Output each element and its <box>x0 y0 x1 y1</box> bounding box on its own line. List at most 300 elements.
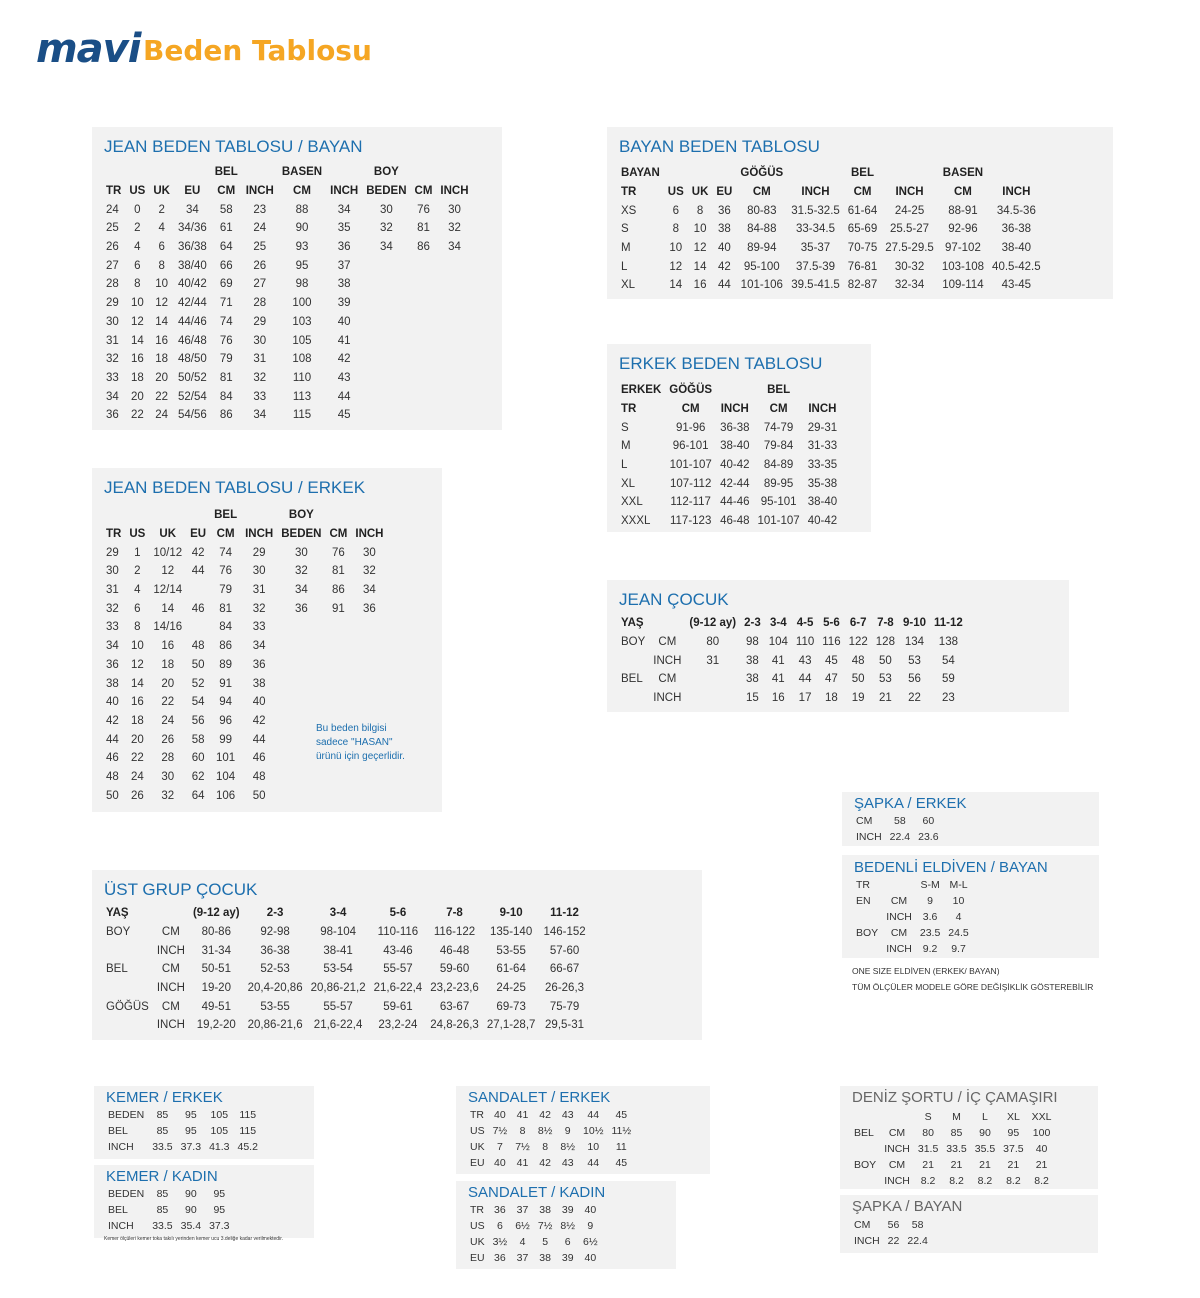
table-cell: INCH <box>330 185 359 198</box>
table-cell: 69-73 <box>496 1000 526 1013</box>
table-cell: 58 <box>911 1219 924 1231</box>
table-cell: 20,86-21,2 <box>310 982 366 995</box>
table-cell: 4-5 <box>796 617 814 630</box>
table-cell: 24 <box>253 222 267 235</box>
table-cell: INCH <box>886 943 912 955</box>
table-cell: INCH <box>245 528 274 541</box>
table-cell: 40-42 <box>807 515 838 528</box>
table-cell: 38-40 <box>720 440 750 453</box>
table-cell: 20,4-20,86 <box>247 982 303 995</box>
header-row <box>102 525 388 544</box>
table-cell: 6½ <box>583 1236 598 1248</box>
table-cell: 16 <box>155 334 169 347</box>
table-cell <box>436 256 472 275</box>
table-cell: BOY <box>373 166 399 179</box>
table-cell: INCH <box>856 831 882 843</box>
table-cell: 86 <box>417 241 430 254</box>
section-title: SANDALET / KADIN <box>468 1184 606 1201</box>
table-cell: CM <box>216 528 235 541</box>
table-cell: 22 <box>155 390 169 403</box>
table-row <box>102 674 388 693</box>
table-cell: S <box>621 421 629 434</box>
table-cell: 11 <box>615 1141 627 1153</box>
table-cell: 16 <box>130 696 144 709</box>
table-cell: 95 <box>295 259 309 272</box>
table-cell: 52 <box>191 677 205 690</box>
table-cell: 50 <box>191 658 205 671</box>
section-title: ŞAPKA / BAYAN <box>852 1198 963 1215</box>
table-cell: 76 <box>219 334 233 347</box>
table-row <box>617 633 967 652</box>
table-cell: 7½ <box>515 1141 530 1153</box>
table-cell: BEDEN <box>108 1188 145 1200</box>
table-cell: 74 <box>219 315 233 328</box>
table-cell: 36 <box>106 658 119 671</box>
table-cell: 10 <box>587 1141 600 1153</box>
table-row <box>617 418 841 437</box>
table-cell: 146-152 <box>543 926 586 939</box>
table-cell: 62 <box>191 770 205 783</box>
table-cell: 85 <box>156 1125 169 1137</box>
table-cell: 14 <box>130 677 144 690</box>
table-row <box>617 456 841 475</box>
table-row <box>852 877 973 893</box>
header-row <box>617 183 1045 202</box>
table-cell: 26 <box>106 241 119 254</box>
table-cell: BEL <box>108 1204 128 1216</box>
table-cell: 37 <box>337 259 351 272</box>
table-cell: 36 <box>252 658 266 671</box>
table-cell: 91 <box>219 677 232 690</box>
table-row <box>102 923 590 942</box>
table-row <box>102 786 388 805</box>
table-cell: 16 <box>771 692 785 705</box>
sandalet-kadin-table <box>456 1181 676 1269</box>
table-cell: 18 <box>130 371 144 384</box>
table-cell: 59 <box>941 673 955 686</box>
table-row <box>852 909 973 925</box>
table-cell <box>277 637 325 656</box>
table-cell: 50-51 <box>201 963 231 976</box>
table-cell <box>362 294 410 313</box>
table-cell: 21 <box>1035 1159 1048 1171</box>
table-cell: 44-46 <box>720 496 750 509</box>
table-cell: INCH <box>1002 186 1031 199</box>
table-cell: 2 <box>158 203 165 216</box>
table-cell: 50 <box>106 789 119 802</box>
table-cell <box>351 768 387 787</box>
table-cell: 8 <box>672 223 679 236</box>
table-row <box>102 768 388 787</box>
table-cell: 42/44 <box>177 297 207 310</box>
table-cell <box>277 693 325 712</box>
table-cell: 32 <box>106 602 119 615</box>
eldiven-note-2: TÜM ÖLÇÜLER MODELE GÖRE DEĞİŞİKLİK GÖSTEREBİLİR <box>852 982 1094 992</box>
table-cell: 43-45 <box>1001 279 1032 292</box>
table-cell: CM <box>856 815 873 827</box>
table-cell: 27 <box>106 259 119 272</box>
table-cell: 46/48 <box>177 334 207 347</box>
table-cell: CM <box>854 1219 871 1231</box>
table-row <box>617 239 1045 258</box>
table-cell: CM <box>953 186 972 199</box>
table-cell <box>362 275 410 294</box>
table-cell: INCH <box>653 692 682 705</box>
section-title: KEMER / ERKEK <box>106 1089 223 1106</box>
table-cell: 48 <box>851 654 865 667</box>
table-row <box>102 618 388 637</box>
table-cell: 48 <box>191 640 205 653</box>
table-cell <box>362 406 410 425</box>
table-cell: 26 <box>161 733 175 746</box>
table-cell: 34 <box>379 241 393 254</box>
table-cell: 9 <box>927 895 933 907</box>
table-cell <box>277 674 325 693</box>
table-cell: M-L <box>949 879 968 891</box>
table-cell: 14 <box>155 315 169 328</box>
table-cell: 95 <box>185 1125 197 1137</box>
table-cell: 7 <box>496 1141 503 1153</box>
table-cell: 32 <box>106 353 119 366</box>
table-cell: 46 <box>106 752 119 765</box>
table-cell: 29 <box>253 315 267 328</box>
table-cell <box>436 406 472 425</box>
table-cell: 2 <box>134 222 141 235</box>
table-cell: 8 <box>134 278 141 291</box>
table-cell: 63-67 <box>439 1000 470 1013</box>
table-cell: BEL <box>621 673 643 686</box>
table-row <box>104 1218 234 1234</box>
table-cell: 86 <box>219 409 233 422</box>
table-cell: 81 <box>332 565 345 578</box>
table-cell: 33 <box>252 621 266 634</box>
table-cell <box>351 506 387 525</box>
table-cell: 42 <box>252 714 266 727</box>
table-cell: 52-53 <box>260 963 290 976</box>
table-cell: 104 <box>216 770 236 783</box>
table-cell <box>362 313 410 332</box>
table-cell: 44 <box>587 1157 600 1169</box>
table-cell <box>241 506 277 525</box>
table-cell: 55-57 <box>323 1000 353 1013</box>
table-cell: INCH <box>108 1141 134 1153</box>
table-row <box>617 220 1045 239</box>
table-cell: 25.5-27 <box>890 223 930 236</box>
table-cell: 112-117 <box>670 496 711 509</box>
table-cell: 76 <box>332 546 345 559</box>
table-cell: 108 <box>292 353 312 366</box>
table-cell: UK <box>159 528 177 541</box>
table-cell: 88-91 <box>948 204 978 217</box>
table-cell: 19-20 <box>201 982 231 995</box>
table-row <box>102 275 473 294</box>
table-cell: 53 <box>908 654 921 667</box>
table-cell <box>186 506 210 525</box>
table-cell: 22 <box>887 1235 900 1247</box>
table-cell <box>411 294 437 313</box>
table-cell: 74-79 <box>763 421 794 434</box>
table-cell: UK <box>691 186 709 199</box>
kemer-note: Kemer ölçüleri kemer toka takılı yerinden kemer ucu 3.deliğe kadar verilmektedir. <box>104 1236 283 1242</box>
table-row <box>852 813 943 829</box>
table-cell: 3.6 <box>922 911 938 923</box>
table-cell: 115 <box>292 409 312 422</box>
table-cell: 92-96 <box>948 223 978 236</box>
table-cell <box>351 674 387 693</box>
table-cell: 36 <box>363 602 376 615</box>
table-row <box>850 1173 1055 1189</box>
table-cell: TR <box>621 403 637 416</box>
table-cell: CM <box>329 528 348 541</box>
table-cell: 9 <box>564 1125 571 1137</box>
table-cell: BEL <box>106 963 128 976</box>
table-row <box>102 941 590 960</box>
table-cell: 53-55 <box>260 1000 290 1013</box>
section-title: JEAN ÇOCUK <box>619 590 729 609</box>
table-cell: 59-60 <box>439 963 470 976</box>
table-cell: 101-107 <box>757 515 800 528</box>
ust-cocuk-table <box>92 870 702 1040</box>
table-row <box>617 276 1045 295</box>
table-cell: 91 <box>332 602 345 615</box>
table-cell: 60 <box>922 815 935 827</box>
table-cell: 22 <box>908 692 921 705</box>
table-cell: 53-54 <box>323 963 353 976</box>
table-row <box>852 829 943 845</box>
header-row <box>102 182 473 201</box>
table-cell: CM <box>752 186 771 199</box>
table-cell: 134 <box>904 636 925 649</box>
table-cell <box>436 350 472 369</box>
table-cell: 28 <box>161 752 175 765</box>
table-cell: 32 <box>363 565 376 578</box>
table-cell: 90 <box>185 1204 197 1216</box>
table-cell: XL <box>1006 1111 1020 1123</box>
table-cell: 42 <box>539 1157 551 1169</box>
table-cell: 80 <box>922 1127 934 1139</box>
table-cell: L <box>621 459 628 472</box>
table-cell: 10 <box>669 242 683 255</box>
table-cell: 43 <box>561 1109 574 1121</box>
table-row <box>617 512 841 531</box>
table-cell: 30 <box>379 203 393 216</box>
table-cell: 35-37 <box>800 242 831 255</box>
table-cell: 22 <box>161 696 175 709</box>
table-cell: 91-96 <box>675 421 706 434</box>
table-cell: 138 <box>938 636 958 649</box>
header-row <box>617 164 1045 183</box>
table-cell: 90 <box>295 222 309 235</box>
table-cell: 0 <box>134 203 141 216</box>
table-cell: BOY <box>288 509 314 522</box>
table-row <box>466 1234 602 1250</box>
table-cell: XS <box>621 204 637 217</box>
brand-logo: mavi <box>36 26 141 72</box>
table-cell: 46 <box>252 752 266 765</box>
table-cell: 34/36 <box>177 222 207 235</box>
table-cell: 61 <box>219 222 233 235</box>
table-cell: 5-6 <box>389 907 407 920</box>
table-cell <box>716 381 753 400</box>
table-cell: 38-40 <box>1001 242 1032 255</box>
deniz-table <box>840 1086 1098 1189</box>
table-cell: TR <box>106 185 122 198</box>
table-cell <box>102 979 153 998</box>
table-cell: INCH <box>895 186 924 199</box>
table-cell: 110-116 <box>377 926 419 939</box>
table-cell: BEL <box>854 1127 874 1139</box>
table-cell: 5 <box>542 1236 549 1248</box>
table-cell: 31 <box>106 334 119 347</box>
table-cell: L <box>982 1111 988 1123</box>
table-cell: BEL <box>214 166 238 179</box>
table-cell: 38 <box>717 223 731 236</box>
table-cell: 70-75 <box>847 242 878 255</box>
table-cell: 12 <box>130 658 144 671</box>
table-cell: 61-64 <box>496 963 526 976</box>
table-cell: 3-4 <box>329 907 347 920</box>
table-cell: 24 <box>161 714 175 727</box>
table-cell <box>102 506 125 525</box>
table-cell: 75-79 <box>549 1000 580 1013</box>
table-cell: 25 <box>253 241 267 254</box>
table-cell <box>411 163 437 182</box>
table-cell: 2-3 <box>266 907 284 920</box>
table-cell: 19,2-20 <box>196 1019 236 1032</box>
table-cell: 89-95 <box>763 477 794 490</box>
table-cell: INCH <box>808 403 837 416</box>
table-cell: 50 <box>878 654 892 667</box>
table-cell: 10 <box>693 223 707 236</box>
table-cell: 18 <box>825 692 838 705</box>
table-cell: INCH <box>355 528 384 541</box>
table-cell: 31 <box>252 584 266 597</box>
table-cell: 86 <box>332 584 345 597</box>
table-cell: 39 <box>561 1252 574 1264</box>
table-cell: 40 <box>584 1204 597 1216</box>
table-cell: INCH <box>156 982 185 995</box>
table-row <box>102 406 473 425</box>
table-cell: 22 <box>130 409 144 422</box>
table-cell: 81 <box>219 602 232 615</box>
table-cell: 40/42 <box>177 278 207 291</box>
table-cell <box>326 163 362 182</box>
table-row <box>852 893 973 909</box>
table-cell: M <box>621 440 631 453</box>
table-row <box>104 1123 262 1139</box>
table-cell <box>351 656 387 675</box>
table-cell: 9-10 <box>902 617 926 630</box>
table-cell: GÖĞÜS <box>669 384 713 397</box>
table-cell: 40 <box>717 242 731 255</box>
table-cell: 95 <box>213 1188 226 1200</box>
table-cell: 32 <box>252 602 266 615</box>
table-cell: 76 <box>417 203 430 216</box>
table-cell: TR <box>470 1109 484 1121</box>
table-cell: 74 <box>219 546 232 559</box>
table-cell: 18 <box>161 658 175 671</box>
table-cell: 10 <box>130 640 144 653</box>
table-cell: INCH <box>854 1235 880 1247</box>
table-cell: 26 <box>130 789 144 802</box>
table-cell <box>411 369 437 388</box>
table-cell: 36 <box>494 1204 506 1216</box>
table-cell: 64 <box>191 789 205 802</box>
table-cell: INCH <box>245 185 274 198</box>
table-cell: 49-51 <box>201 1000 231 1013</box>
table-row <box>466 1155 635 1171</box>
table-cell: CM <box>888 1127 906 1139</box>
table-cell <box>125 506 149 525</box>
erkek-table <box>607 344 871 532</box>
table-cell: INCH <box>108 1220 134 1232</box>
table-cell <box>804 381 841 400</box>
table-cell: 79-84 <box>763 440 794 453</box>
table-cell: 10½ <box>583 1125 604 1137</box>
table-cell <box>125 163 149 182</box>
eldiven-table <box>842 855 1099 958</box>
table-cell: BEL <box>214 509 238 522</box>
table-cell: 6 <box>496 1220 503 1232</box>
table-cell: 103 <box>292 315 312 328</box>
table-cell: INCH <box>440 185 469 198</box>
table-cell: 40 <box>252 696 266 709</box>
table-cell: 8.2 <box>977 1175 993 1187</box>
table-cell: 39 <box>337 297 351 310</box>
bayan-table <box>607 127 1113 299</box>
table-cell: 40 <box>1035 1143 1048 1155</box>
table-cell: 58 <box>191 733 205 746</box>
table-cell: 31 <box>706 654 720 667</box>
table-cell: 44/46 <box>177 315 207 328</box>
table-cell: 24.5 <box>948 927 969 939</box>
table-row <box>852 941 973 957</box>
table-cell <box>852 941 882 957</box>
table-cell: 29 <box>106 546 119 559</box>
table-cell: 8 <box>158 259 165 272</box>
table-cell: 65-69 <box>847 223 878 236</box>
table-cell: 85 <box>156 1188 169 1200</box>
table-cell: 45 <box>337 409 351 422</box>
table-cell: 11-12 <box>934 617 963 630</box>
table-cell: 42-44 <box>720 477 750 490</box>
table-cell: 30 <box>161 770 175 783</box>
header-row <box>102 904 590 923</box>
table-cell: 34 <box>337 203 351 216</box>
table-cell: 11-12 <box>550 907 579 920</box>
table-cell <box>411 275 437 294</box>
table-cell: 38 <box>746 673 759 686</box>
table-cell: GÖĞÜS <box>106 1000 149 1013</box>
table-cell: 23 <box>253 203 267 216</box>
table-cell <box>102 163 125 182</box>
table-cell: BOY <box>621 636 646 649</box>
table-cell: 8 <box>696 204 704 217</box>
table-row <box>102 543 388 562</box>
table-cell: BOY <box>854 1159 877 1171</box>
table-cell: 37.3 <box>180 1141 202 1153</box>
table-cell: INCH <box>884 1175 910 1187</box>
table-cell <box>411 387 437 406</box>
table-cell <box>882 877 916 893</box>
table-cell: 37 <box>516 1252 529 1264</box>
table-cell: BEDEN <box>108 1109 145 1121</box>
table-cell: 135-140 <box>490 926 533 939</box>
table-cell: CM <box>414 185 433 198</box>
table-cell: 32-34 <box>894 279 925 292</box>
table-cell: 84 <box>219 621 232 634</box>
table-cell: 30 <box>106 315 119 328</box>
